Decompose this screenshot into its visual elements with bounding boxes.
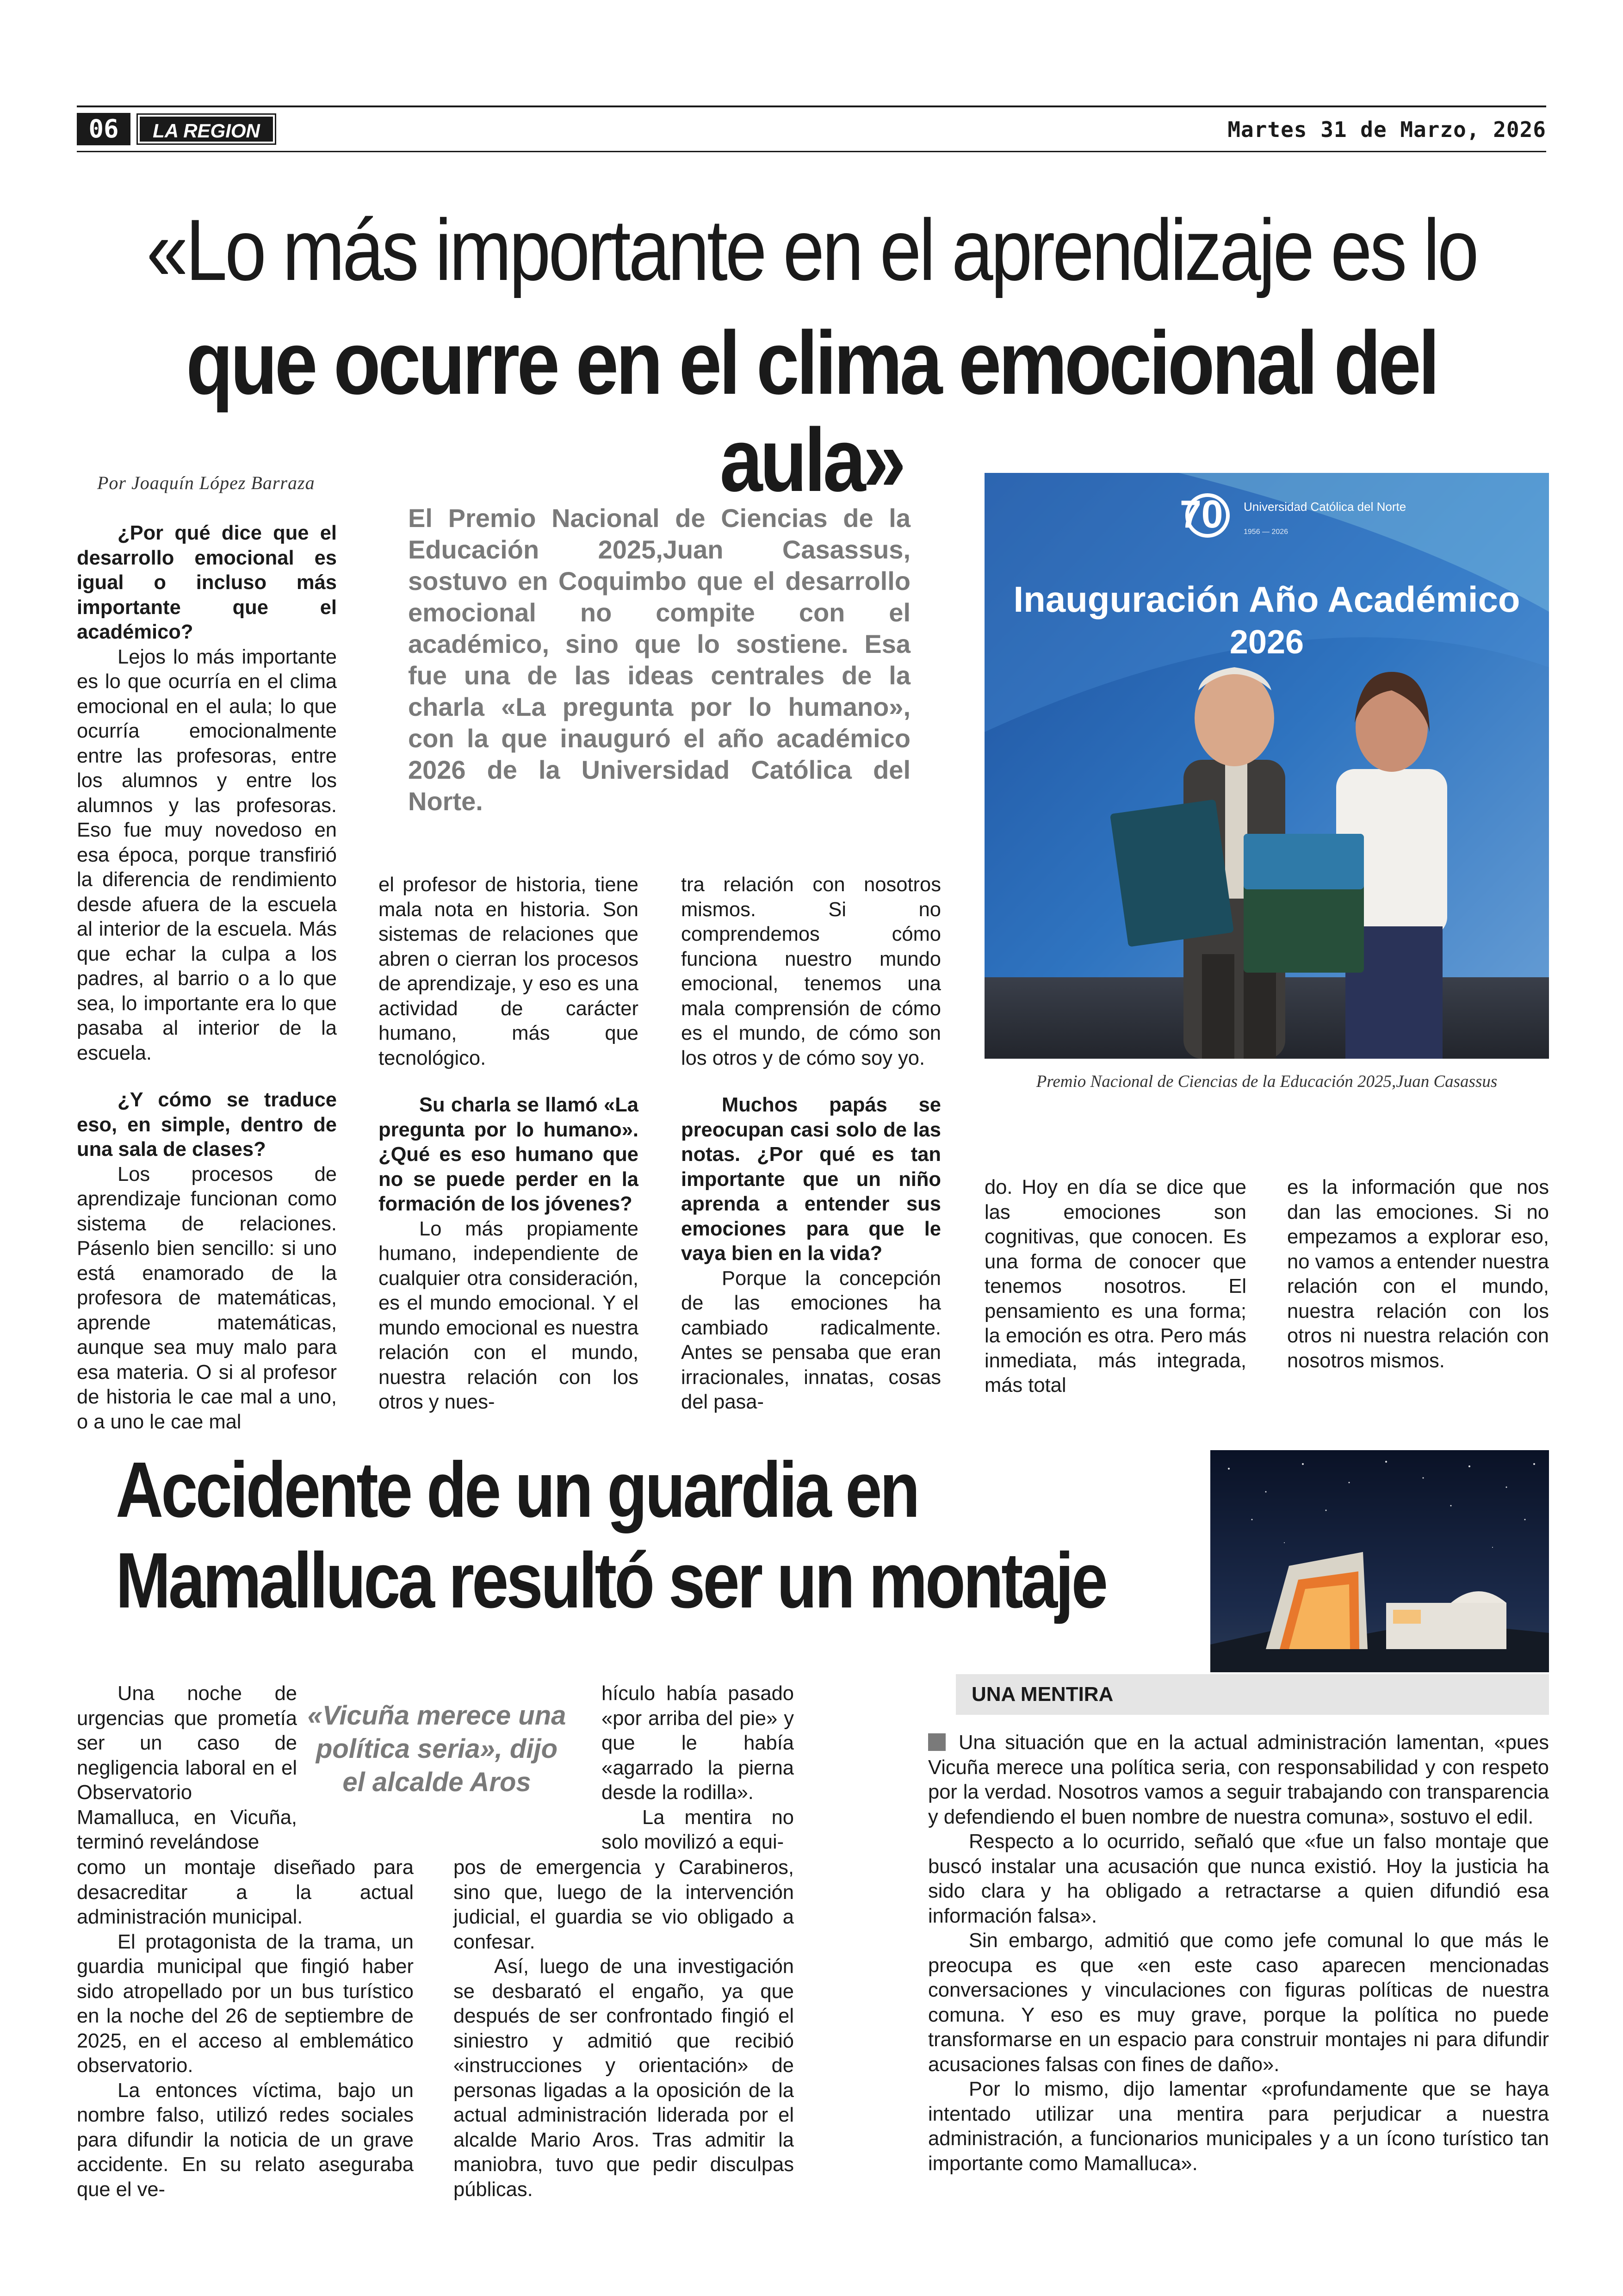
answer-2: Los procesos de aprendizaje funcionan como sistema de relaciones. Pásenlo bien sencillo: si uno está enamorado de la profesora de matemáticas, aprende matemáticas, aunque sea muy malo para esa materia. O si al profesor de historia le cae mal a uno, o a uno le cae mal	[77, 1163, 337, 1433]
story2-paragraph-5-start: La mentira no solo movilizó a equi-	[601, 1806, 794, 1853]
answer-4: Porque la concepción de las emociones ha cambiado radicalmente. Antes se pensaba que eran irracionales, innatas, cosas del pasa-	[681, 1267, 941, 1413]
box-paragraph-2: Respecto a lo ocurrido, señaló que «fue un falso montaje que buscó instalar una acusación que nunca existió. Hoy la justicia ha sido clara y ha obligado a retractarse a quien difundió esa información falsa».	[928, 1831, 1549, 1927]
pull-quote: «Vicuña merece una política seria», dijo el alcalde Aros	[307, 1700, 566, 1797]
box-paragraph-4: Por lo mismo, dijo lamentar «profundamente que se haya intentado utilizar una mentira para perjudicar a nuestra administración, a funcionarios municipales y a un ícono turístico tan importante como Mamalluca».	[928, 2078, 1549, 2175]
answer-3-continued: tra relación con nosotros mismos. Si no comprendemos cómo funciona nuestro mundo emocional, tenemos una mala comprensión de cómo es el mundo, de cómo son los otros y de cómo soy yo.	[681, 874, 941, 1069]
answer-4-ending: es la información que nos dan las emociones. Si no empezamos a explorar eso, no vamos a entender nuestra relación con el mundo, nuestra relación con los otros ni nuestra relación con nosotros mismos.	[1287, 1176, 1549, 1372]
photo-caption: Premio Nacional de Ciencias de la Educación 2025,Juan Casassus	[1036, 1072, 1498, 1091]
event-photo	[985, 473, 1549, 1059]
issue-date: Martes 31 de Marzo, 2026	[1227, 117, 1546, 142]
story2-paragraph-2: El protagonista de la trama, un guardia municipal que fingió haber sido atropellado por un bus turístico en la noche del 26 de septiembre de 2025, en el acceso al emblemático observatorio.	[77, 1930, 414, 2077]
svg-text:70: 70	[1180, 492, 1223, 536]
photo-logo-years: 1956 — 2026	[1244, 528, 1288, 536]
story2-headline-line-1: Accidente de un guardia en	[116, 1446, 918, 1534]
article1-column-5	[1287, 1175, 1549, 1373]
box-body	[928, 1731, 1549, 2176]
question-1: ¿Por qué dice que el desarrollo emocional es igual o incluso más importante que el académico?	[77, 522, 337, 643]
page-number: 06	[77, 113, 130, 145]
answer-3: Lo más propiamente humano, independiente de cualquier otra consideración, es el mundo emocional. Y el mundo emocional es nuestra relación con el mundo, nuestra relación con los otros y nues-	[378, 1217, 638, 1413]
article1-column-3	[681, 873, 941, 1415]
headline-line-2: que ocurre en el clima emocional del aula»	[186, 313, 1437, 510]
photo-banner-line-2: 2026	[1229, 624, 1304, 661]
bullet-square-icon	[928, 1733, 946, 1751]
story2-column-2-top	[601, 1682, 794, 1855]
story2-paragraph-1-end: como un montaje diseñado para desacreditar a la actual administración municipal.	[77, 1856, 414, 1928]
box-title: UNA MENTIRA	[956, 1674, 1549, 1715]
question-3: Su charla se llamó «La pregunta por lo humano». ¿Qué es eso humano que no se puede perder en la formación de los jóvenes?	[378, 1094, 638, 1215]
answer-1: Lejos lo más importante es lo que ocurría en el clima emocional en el aula; lo que ocurría emocionalmente entre las profesoras, entre los alumnos y entre los alumnos y las profesoras. Eso fue muy novedoso en esa época, porque transfirió la diferencia de rendimiento desde afuera de la escuela al interior de la escuela. Más que echar la culpa a los padres, al barrio o a lo que sea, lo importante era lo que pasaba al interior de la escuela.	[77, 645, 337, 1064]
story2-headline-line-2: Mamalluca resultó ser un montaje	[116, 1537, 1106, 1625]
story2-paragraph-1-start: Una noche de urgencias que prometía ser un caso de negligencia laboral en el Observatorio Mamalluca, en Vicuña, terminó revelándose	[77, 1682, 297, 1853]
story2-column-1-top	[77, 1682, 297, 1855]
story2-paragraph-6: Así, luego de una investigación se desbarató el engaño, ya que después de ser confrontado fingió el siniestro y admitió que recibió «instrucciones y orientación» de personas ligadas a la oposición de la actual administración liderada por el alcalde Mario Aros. Tras admitir la maniobra, tuvo que pedir disculpas públicas.	[453, 1955, 794, 2201]
byline: Por Joaquín López Barraza	[97, 472, 315, 493]
question-4: Muchos papás se preocupan casi solo de las notas. ¿Por qué es tan importante que un niño aprenda a entender sus emociones para que le vaya bien en la vida?	[681, 1094, 941, 1265]
box-paragraph-3: Sin embargo, admitió que como jefe comunal lo que más le preocupa es que «en este caso aparecen mencionadas conversaciones y vinculaciones con figuras políticas de nuestra comuna. Y eso es muy grave, porque la política no puede transformarse en un espacio para construir montajes ni para difundir acusaciones falsas con fines de daño».	[928, 1930, 1549, 2076]
answer-4-continued: do. Hoy en día se dice que las emociones son cognitivas, que conocen. Es una forma de conocer que tenemos nosotros. El pensamiento es una forma; la emoción es otra. Pero más inmediata, más integrada, más total	[985, 1176, 1246, 1396]
story2-column-1	[77, 1855, 414, 2202]
question-2: ¿Y cómo se traduce eso, en simple, dentro de una sala de clases?	[77, 1089, 337, 1160]
observatory-illustration	[1210, 1450, 1549, 1672]
photo-logo-text: Universidad Católica del Norte	[1244, 500, 1406, 514]
article1-column-2	[378, 873, 638, 1415]
story2-paragraph-5-end: pos de emergencia y Carabineros, sino que, luego de la intervención judicial, el guardia se vio obligado a confesar.	[453, 1856, 794, 1953]
article1-column-1	[77, 521, 337, 1434]
header-top-rule	[77, 105, 1546, 107]
header-bottom-rule	[77, 151, 1546, 152]
newspaper-logo: LA REGION	[138, 115, 275, 143]
event-photo-illustration	[985, 473, 1549, 1059]
observatory-photo	[1210, 1450, 1549, 1672]
headline-line-1: «Lo más importante en el aprendizaje es lo	[146, 201, 1477, 298]
box-paragraph-1-text: Una situación que en la actual administración lamentan, «pues Vicuña merece una política seria, con responsabilidad y con respeto por la verdad. Nosotros vamos a seguir trabajando con transparencia y defendiendo el buen nombre de nuestra comuna», sostuvo el edil.	[928, 1731, 1549, 1828]
lead-paragraph: El Premio Nacional de Ciencias de la Educación 2025,Juan Casassus, sostuvo en Coquimbo que el desarrollo emocional no compite con el académico, sino que lo sostiene. Esa fue una de las ideas centrales de la charla «La pregunta por lo humano», con la que inauguró el año académico 2026 de la Universidad Católica del Norte.	[408, 503, 911, 816]
story2-column-2	[453, 1855, 794, 2202]
answer-2-continued: el profesor de historia, tiene mala nota en historia. Son sistemas de relaciones que abren o cierran los procesos de aprendizaje, y eso es una actividad de carácter humano, más que tecnológico.	[378, 874, 638, 1069]
box-paragraph-1	[928, 1731, 1549, 1830]
story2-paragraph-4: hículo había pasado «por arriba del pie» y que le había «agarrado la pierna desde la rodilla».	[601, 1682, 794, 1804]
photo-banner-line-1: Inauguración Año Académico	[1013, 579, 1520, 620]
article1-column-4	[985, 1175, 1246, 1398]
story2-paragraph-3: La entonces víctima, bajo un nombre falso, utilizó redes sociales para difundir la noticia de un grave accidente. En su relato aseguraba que el ve-	[77, 2079, 414, 2201]
